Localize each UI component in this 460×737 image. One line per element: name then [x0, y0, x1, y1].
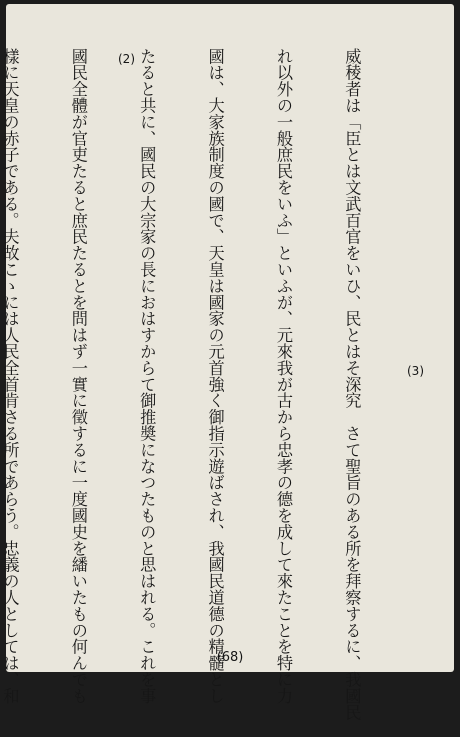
text-line: たると共に、國民の大宗家の長におはすから: [137, 48, 157, 376]
text-line: 樣に天皇の赤子である。夫故こゝには人民全: [0, 48, 20, 376]
text-line: 首肯さる所であらう。忠義の人としては、和: [0, 376, 20, 704]
text-line: 威稜者は「臣とは文武百官をいひ、民とはそ: [342, 48, 362, 376]
footnote-number-2: (2): [118, 52, 135, 66]
page-number: (68): [216, 650, 244, 665]
document-page: [0, 4, 454, 721]
text-line: 國は、大家族制度の國で、天皇は國家の元首: [205, 48, 225, 376]
text-line: 深究 さて聖旨のある所を拜察するに、我國民: [342, 376, 362, 721]
section-top-text: [0, 48, 408, 376]
text-line: れ以外の一般庶民をいふ」といふが、元來我: [274, 48, 294, 376]
text-line: 國民全體が官吏たると庶民たるとを問はず一: [68, 48, 88, 376]
text-line: て御推奬になつたものと思はれる。これを事: [137, 376, 157, 704]
text-line: が古から忠孝の德を成して來たことを特に力: [274, 376, 294, 704]
text-line: 強く御指示遊ばされ、我國民道德の精髓とし: [205, 376, 225, 704]
footnote-number-3: (3): [407, 364, 424, 378]
text-line: 實に徵するに一度國史を繙いたもの何んでも: [68, 376, 88, 704]
